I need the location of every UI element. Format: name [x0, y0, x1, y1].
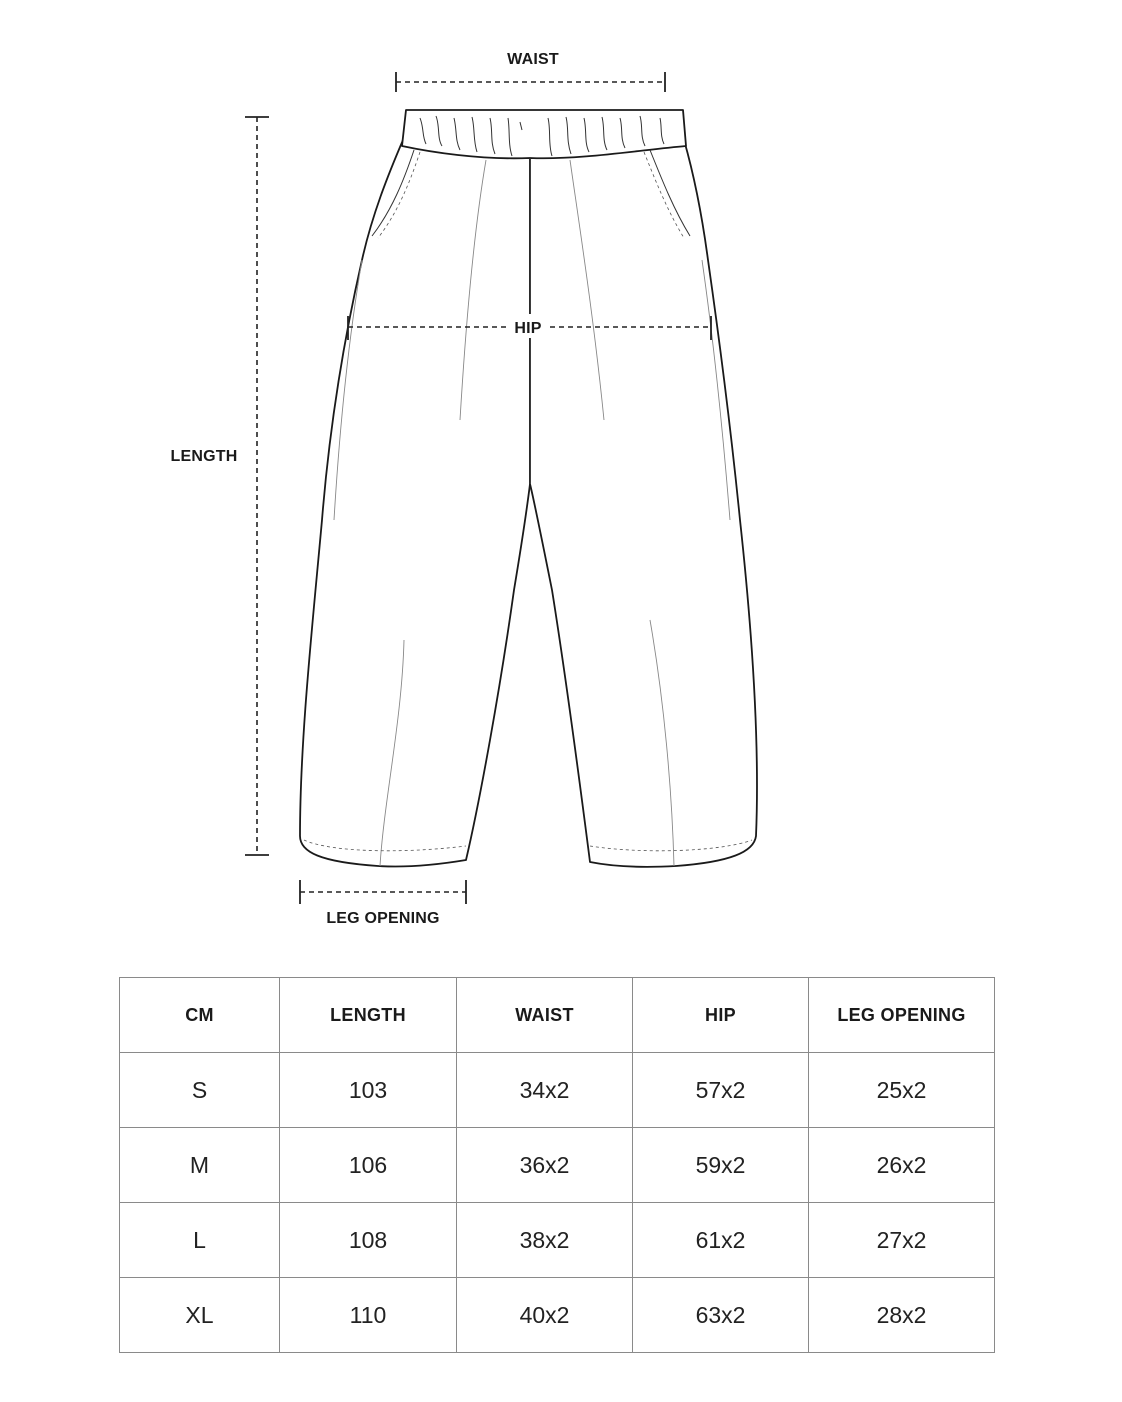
leg-opening-cell: 27x2 — [809, 1203, 995, 1278]
length-measure — [171, 117, 269, 855]
header-cm: CM — [120, 978, 280, 1053]
header-waist: WAIST — [457, 978, 633, 1053]
size-cell: L — [120, 1203, 280, 1278]
hip-cell: 57x2 — [633, 1053, 809, 1128]
leg-opening-measure — [300, 880, 466, 927]
length-cell: 108 — [280, 1203, 457, 1278]
header-length: LENGTH — [280, 978, 457, 1053]
waist-cell: 36x2 — [457, 1128, 633, 1203]
leg-opening-label: LEG OPENING — [326, 910, 440, 927]
waist-cell: 34x2 — [457, 1053, 633, 1128]
table-header-row — [120, 978, 995, 1053]
leg-opening-cell: 26x2 — [809, 1128, 995, 1203]
waist-cell: 38x2 — [457, 1203, 633, 1278]
table-row — [120, 1128, 995, 1203]
length-cell: 103 — [280, 1053, 457, 1128]
length-cell: 106 — [280, 1128, 457, 1203]
pants-illustration — [300, 110, 757, 867]
hip-cell: 59x2 — [633, 1128, 809, 1203]
size-cell: S — [120, 1053, 280, 1128]
waist-measure — [396, 51, 665, 92]
leg-opening-cell: 28x2 — [809, 1278, 995, 1353]
size-cell: M — [120, 1128, 280, 1203]
length-label: LENGTH — [170, 448, 238, 465]
length-cell: 110 — [280, 1278, 457, 1353]
table-row — [120, 1278, 995, 1353]
table-row — [120, 1203, 995, 1278]
header-hip: HIP — [633, 978, 809, 1053]
size-chart-table — [119, 977, 995, 1353]
hip-cell: 61x2 — [633, 1203, 809, 1278]
table-row — [120, 1053, 995, 1128]
leg-opening-cell: 25x2 — [809, 1053, 995, 1128]
hip-cell: 63x2 — [633, 1278, 809, 1353]
size-cell: XL — [120, 1278, 280, 1353]
hip-label: HIP — [514, 320, 542, 337]
waist-cell: 40x2 — [457, 1278, 633, 1353]
header-leg-opening: LEG OPENING — [809, 978, 995, 1053]
waist-label: WAIST — [507, 51, 559, 68]
